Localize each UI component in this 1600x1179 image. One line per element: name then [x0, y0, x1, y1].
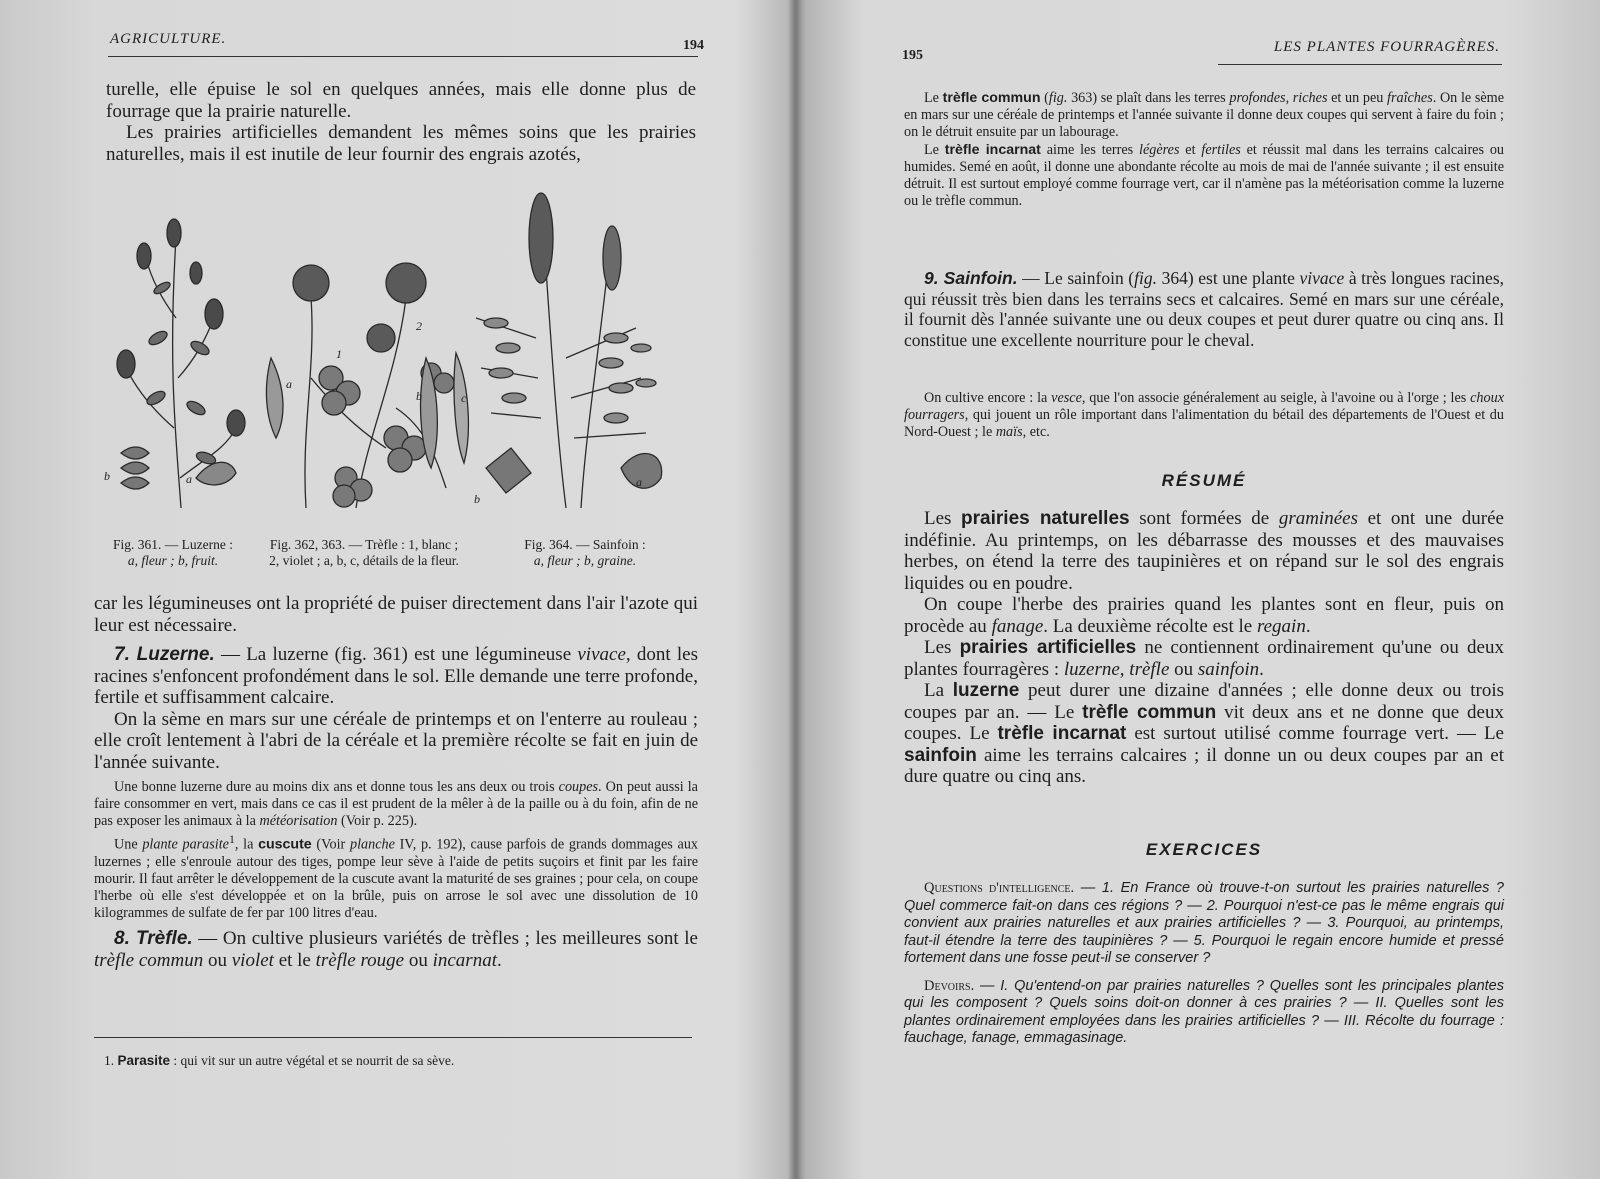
- fig364-caption: [505, 537, 665, 569]
- resume-para-2: On coupe l'herbe des prairies quand les plantes sont en fleur, puis on procède au fanage. La deuxième récolte est le regain.: [904, 594, 1504, 637]
- sainfoin-section: [904, 268, 1504, 350]
- trefle-para: 8. Trèfle. — On cultive plusieurs variétés de trèfles ; les meilleures sont le trèfle commun ou violet et le trèfle rouge ou incarnat.: [94, 928, 698, 971]
- intro-paragraphs: [106, 79, 696, 165]
- fig-label: 1: [336, 347, 342, 361]
- resume-para-1: Les prairies naturelles sont formées de graminées et ont une durée indéfinie. Au printemps, on les débarrasse des mousses et des mauvaises herbes, on étend la terre des taupinières et on répand sur le sol des engrais liquides ou en poudre.: [904, 508, 1504, 594]
- fig-label: a: [186, 472, 192, 486]
- fig-label: 2: [416, 319, 422, 333]
- fig-label: b: [474, 492, 480, 506]
- luzerne-small-text: [94, 779, 698, 922]
- resume-title: RÉSUMÉ: [1161, 471, 1247, 490]
- intro-para-1: turelle, elle épuise le sol en quelques années, mais elle donne plus de fourrage que la prairie naturelle.: [106, 79, 696, 122]
- trefle-details: [904, 90, 1504, 210]
- resume-para-4: La luzerne peut durer une dizaine d'années ; elle donne deux ou trois coupes par an. — Le trèfle commun vit deux ans et ne donne que deux coupes. Le trèfle incarnat est surtout utilisé comme fourrage vert. — Le sainfoin aime les terrains calcaires ; il donne un ou deux coupes par an et dure quatre ou cinq ans.: [904, 680, 1504, 787]
- fig361-caption-line2: a, fleur ; b, fruit.: [127, 553, 219, 568]
- luzerne-para-2: On la sème en mars sur une céréale de printemps et on l'enterre au rouleau ; elle croît lentement à l'abri de la céréale et la première récolte se fait en juin de l'année suivante.: [94, 708, 698, 773]
- autres-cultures: [904, 390, 1504, 442]
- exercices-title: EXERCICES: [1145, 840, 1263, 859]
- fig-label: b: [104, 469, 110, 483]
- devoirs-para: Devoirs. — I. Qu'entend-on par prairies naturelles ? Quelles sont les principales plantes qui les composent ? Quels soins doit-on donner à ces prairies ? — II. Quelles sont les plantes ordinairement employées dans les prairies artificielles ? — III. Récolte du fourrage : fauchage, fanage, emmagasinage.: [904, 977, 1504, 1046]
- fig362-caption: [248, 537, 480, 569]
- fig364-caption-line2: a, fleur ; b, graine.: [533, 553, 637, 568]
- trefle-incarnat-para: Le trèfle incarnat aime les terres légères et fertiles et réussit mal dans les terrains calcaires ou humides. Semé en août, il donne une abondante récolte au mois de mai de l'année suivante ; il est ensuite détruit. Il est surtout employé comme fourrage vert, car il n'amène pas la météorisation comme la luzerne ou le trèfle commun.: [904, 141, 1505, 210]
- running-head-right: LES PLANTES FOURRAGÈRES.: [1273, 39, 1500, 55]
- luzerne-para-1: 7. Luzerne. — La luzerne (fig. 361) est une légumineuse vivace, dont les racines s'enfoncent profondément dans le sol. Elle demande une terre profonde, fertile et suffisamment calcaire.: [94, 644, 698, 708]
- running-head-left: AGRICULTURE.: [110, 31, 227, 47]
- fig362-caption-line1: Fig. 362, 363. — Trèfle : 1, blanc ;: [269, 537, 459, 552]
- questions-para: Questions d'intelligence. — 1. En France où trouve-t-on surtout les prairies naturelles ? Quel commerce fait-on dans ces régions ? — 2. Pourquoi n'est-ce pas le même engrais qui convient aux prairies naturelles et aux prairies artificielles ? — 3. Pourquoi, au printemps, faut-il étendre la terre des taupinières ? — 5. Pourquoi le regain encore humide et pressé fortement dans une fosse peut-il se conserver ?: [904, 880, 1504, 966]
- fig364-caption-line1: Fig. 364. — Sainfoin :: [524, 537, 646, 552]
- exercices-body: [904, 880, 1504, 1048]
- right-page: [800, 0, 1600, 1179]
- left-page: [0, 0, 790, 1179]
- fig-label: c: [461, 391, 467, 405]
- sainfoin-illustration: [476, 193, 662, 508]
- plant-illustrations: [96, 178, 706, 528]
- fig-label: a: [286, 377, 292, 391]
- footnote: 1. Parasite : qui vit sur un autre végétal et se nourrit de sa sève.: [104, 1053, 455, 1068]
- page-number-left: 194: [683, 38, 704, 53]
- fig-label: a: [636, 475, 642, 489]
- fig362-caption-line2: 2, violet ; a, b, c, détails de la fleur.: [269, 553, 459, 568]
- intro-para-2: Les prairies artificielles demandent les mêmes soins que les prairies naturelles, mais il est inutile de leur fournir des engrais azotés,: [106, 122, 696, 165]
- trefle-heading: 8. Trèfle.: [114, 928, 193, 950]
- fig-label: b: [416, 389, 422, 403]
- left-body: [94, 593, 698, 971]
- autres-para: On cultive encore : la vesce, que l'on associe généralement au seigle, à l'avoine ou à l'orge ; les choux fourragers, qui jouent un rôle important dans l'alimentation du bétail des départements de l'Ouest et du Nord-Ouest ; le maïs, etc.: [904, 390, 1504, 441]
- header-rule-right: [1218, 64, 1502, 65]
- luzerne-heading: 7. Luzerne.: [114, 644, 215, 665]
- luzerne-small-para-1: Une bonne luzerne dure au moins dix ans et donne tous les ans deux ou trois coupes. On peut aussi la faire consommer en vert, mais dans ce cas il est prudent de la mêler à de la paille ou à du foin, afin de ne pas exposer les animaux à la météorisation (Voir p. 225).: [94, 779, 698, 830]
- sainfoin-heading: 9. Sainfoin.: [924, 268, 1018, 288]
- luzerne-small-para-2: Une plante parasite$^1$, la cuscute (Voir planche IV, p. 192), cause parfois de grands dommages aux luzernes ; elle s'enroule autour des tiges, pompe leur sève à l'aide de petits suçoirs et finit par les faire mourir. Il faut arrêter le développement de la cuscute avant la maturité de ses graines ; pour cela, on coupe l'herbe où elle s'est développée et on la brûle, puis on arrose le sol avec une dissolution de 10 kilogrammes de sulfate de fer par 100 litres d'eau.: [94, 831, 699, 922]
- continuation-para: car les légumineuses ont la propriété de puiser directement dans l'air l'azote qui leur est nécessaire.: [94, 593, 698, 636]
- footnote-rule: [94, 1037, 692, 1038]
- trefle-commun-para: Le trèfle commun (fig. 363) se plaît dans les terres profondes, riches et un peu fraîches. On le sème en mars sur une céréale de printemps et l'année suivante il donne deux coupes qui servent à faire du foin ; on le détruit ensuite par un labourage.: [904, 90, 1504, 141]
- header-rule-left: [108, 56, 698, 57]
- fig361-caption-line1: Fig. 361. — Luzerne :: [113, 537, 233, 552]
- page-number-right: 195: [902, 48, 923, 63]
- resume-body: [904, 508, 1504, 788]
- resume-para-3: Les prairies artificielles ne contiennent ordinairement qu'une ou deux plantes fourragères : luzerne, trèfle ou sainfoin.: [904, 637, 1504, 680]
- luzerne-illustration: [117, 219, 245, 508]
- sainfoin-para: 9. Sainfoin. — Le sainfoin (fig. 364) est une plante vivace à très longues racines, qui réussit très bien dans les terrains secs et calcaires. Semé en mars sur une céréale, il fournit dès l'année suivante une ou deux coupes et peut durer quatre ou cinq ans. Il constitue une excellente nourriture pour le cheval.: [904, 268, 1505, 350]
- trefle-illustration: [266, 263, 468, 508]
- fig361-caption: [102, 537, 244, 569]
